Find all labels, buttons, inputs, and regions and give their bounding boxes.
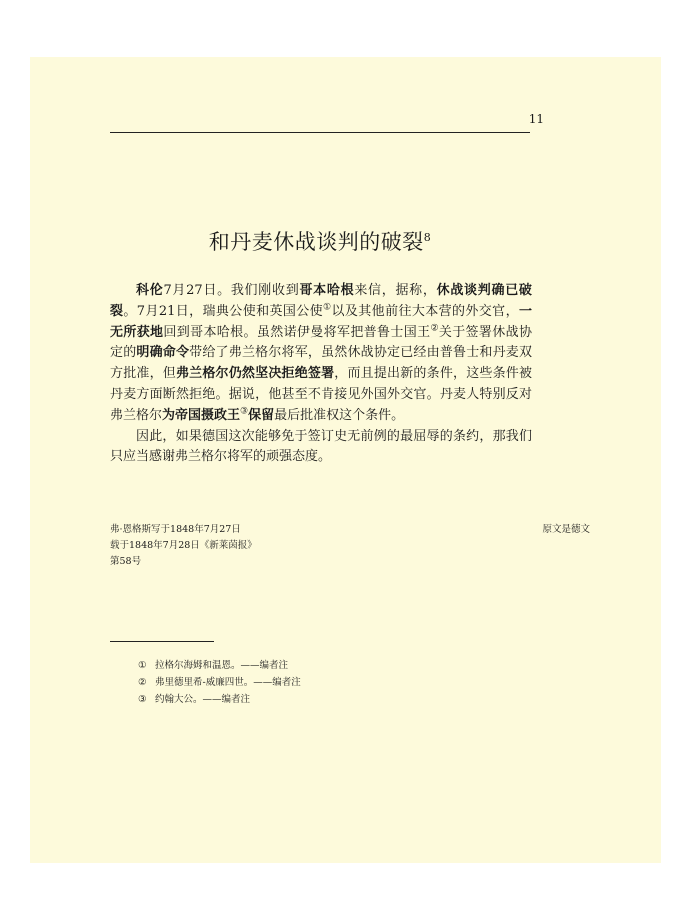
footnote-marker: ③ bbox=[240, 406, 249, 417]
footnote-text: 约翰大公。——编者注 bbox=[155, 694, 251, 705]
body-text-run: 。7月21日，瑞典公使和英国公使 bbox=[123, 303, 324, 319]
body-text-run: 最后批准权这个条件。 bbox=[274, 407, 405, 423]
footnote-item bbox=[138, 674, 301, 691]
emphasis-text: 为帝国摄政王 bbox=[162, 407, 241, 423]
footnote-number: ② bbox=[138, 677, 147, 688]
body-text-run: 关于签署休战协定的 bbox=[110, 324, 532, 361]
footnote-number: ③ bbox=[138, 694, 147, 705]
page-number: 11 bbox=[528, 112, 544, 126]
title-note-marker: 8 bbox=[423, 231, 432, 244]
paragraph-2: 因此，如果德国这次能够免于签订史无前例的最屈辱的条约，那我们只应当感谢弗兰格尔将军的顽强态度。 bbox=[110, 428, 532, 465]
footnote-marker: ② bbox=[430, 323, 439, 334]
emphasis-text: 一无所获地 bbox=[110, 303, 532, 340]
header-rule bbox=[110, 132, 530, 133]
body-text-run: 回到哥本哈根。虽然诺伊曼将军把普鲁士国王 bbox=[163, 324, 431, 340]
original-language-note: 原文是德文 bbox=[542, 524, 590, 535]
footnote-item bbox=[138, 657, 301, 674]
emphasis-text: 保留 bbox=[248, 407, 275, 423]
footnote-text: 拉格尔海姆和温恩。——编者注 bbox=[155, 660, 289, 671]
source-written: 弗·恩格斯写于1848年7月27日 bbox=[110, 524, 241, 535]
article-title-text: 和丹麦休战谈判的破裂 bbox=[208, 230, 424, 254]
body-text-run: 带给了弗兰格尔将军，虽然休战协定已经由普鲁士和丹麦双方批准，但 bbox=[110, 345, 532, 382]
body-text-run: 7月27日。我们刚收到 bbox=[163, 283, 300, 298]
emphasis-text: 科伦 bbox=[136, 283, 164, 298]
footnote-number: ① bbox=[138, 660, 147, 671]
body-text-run: 来信，据称， bbox=[354, 283, 437, 298]
article-title bbox=[110, 226, 530, 256]
footnote-rule bbox=[110, 641, 214, 642]
emphasis-text: 哥本哈根 bbox=[299, 283, 355, 298]
emphasis-text: 休战谈判确已破裂 bbox=[110, 283, 532, 319]
article-body bbox=[110, 281, 532, 468]
source-issue: 第58号 bbox=[110, 556, 142, 567]
source-published: 载于1848年7月28日《新莱茵报》 bbox=[110, 540, 257, 551]
emphasis-text: 弗兰格尔仍然坚决拒绝签署 bbox=[175, 366, 335, 382]
footnote-marker: ① bbox=[323, 302, 332, 313]
paragraph-1 bbox=[110, 281, 532, 427]
footnote-item bbox=[138, 691, 301, 708]
source-info bbox=[110, 522, 257, 570]
footnotes bbox=[138, 657, 301, 708]
footnote-text: 弗里德里希-威廉四世。——编者注 bbox=[155, 677, 301, 688]
body-text-run: 以及其他前往大本营的外交官， bbox=[331, 303, 519, 319]
body-text-run: ，而且提出新的条件，这些条件被丹麦方面断然拒绝。据说，他甚至不肯接见外国外交官。丹麦人特别反对弗兰格尔 bbox=[110, 366, 532, 423]
emphasis-text: 明确命令 bbox=[136, 345, 190, 361]
